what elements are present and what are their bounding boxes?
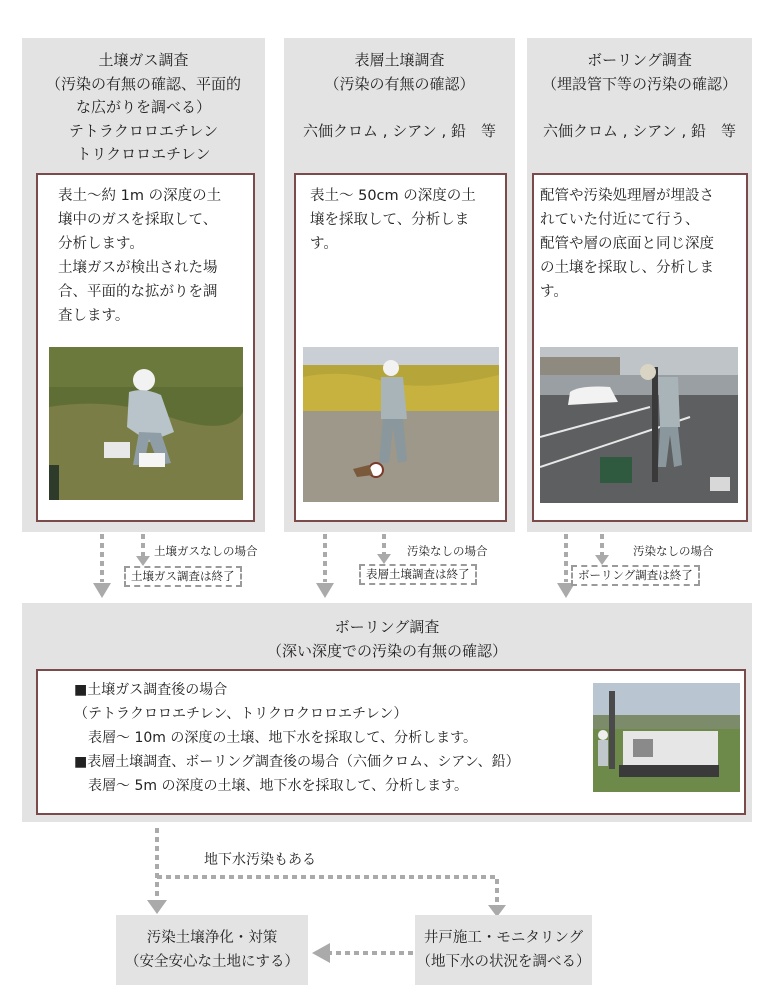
end-box-soil-gas: 土壌ガス調査は終了 <box>124 566 242 587</box>
title-line: 表層土壌調査 <box>354 51 445 69</box>
desc-line: す。 <box>310 236 338 252</box>
desc-line: す。 <box>540 284 568 300</box>
arrow-head <box>147 900 167 914</box>
title-line: ボーリング調査 <box>587 51 692 69</box>
groundwater-label: 地下水汚染もある <box>204 852 316 868</box>
desc-line: 表層～ 5m の深度の土壌、地下水を採取して、分析します。 <box>74 778 469 794</box>
title-line: テトラクロロエチレン <box>68 121 219 140</box>
desc-line: 表土～約 1m の深度の土 <box>58 188 222 204</box>
desc-line: れていた付近にて行う、 <box>540 212 700 228</box>
well-monitoring-box <box>415 915 592 985</box>
desc-line: 分析します。 <box>58 236 144 252</box>
desc-line: 表層～ 10m の深度の土壌、地下水を採取して、分析します。 <box>74 730 477 746</box>
desc-line: 壌を採取して、分析しま <box>310 212 470 228</box>
cleanup-line: （安全安心な土地にする） <box>125 954 299 970</box>
desc-line: の土壌を採取し、分析しま <box>540 260 714 276</box>
description-text <box>74 678 520 798</box>
cleanup-line: 汚染土壌浄化・対策 <box>146 930 278 946</box>
title-line: （深い深度での汚染の有無の確認） <box>266 641 507 660</box>
title-line: ボーリング調査 <box>334 618 440 636</box>
well-line: （地下水の状況を調べる） <box>416 954 591 970</box>
title-line: な広がりを調べる） <box>75 98 211 116</box>
arrow-head <box>136 556 150 566</box>
end-box-boring: ボーリング調査は終了 <box>571 565 700 586</box>
panel-deep-boring <box>22 603 752 822</box>
cleanup-box <box>116 915 308 985</box>
end-box-surface: 表層土壌調査は終了 <box>359 564 477 585</box>
desc-line: 土壌ガスが検出された場 <box>58 260 218 276</box>
drilling-rig-photo <box>593 683 740 792</box>
groundwater-line <box>157 877 497 905</box>
title-line: 六価クロム , シアン , 鉛 等 <box>542 121 736 140</box>
title-line: 土壌ガス調査 <box>98 51 189 69</box>
desc-line: 配管や汚染処理層が埋設さ <box>540 188 714 204</box>
title-line: 六価クロム , シアン , 鉛 等 <box>302 121 496 140</box>
arrow-head <box>316 583 334 598</box>
title-line: （埋設管下等の汚染の確認） <box>541 74 737 93</box>
panel-title <box>22 616 752 663</box>
desc-line: 査します。 <box>58 308 130 324</box>
desc-line: 表土～ 50cm の深度の土 <box>310 188 476 204</box>
branch-note-surface: 汚染なしの場合 <box>407 544 488 558</box>
desc-line: ■表層土壌調査、ボーリング調査後の場合（六価クロム、シアン、鉛） <box>74 754 520 770</box>
arrow-head <box>595 555 609 565</box>
title-line: トリクロロエチレン <box>76 145 211 163</box>
desc-line: 壌中のガスを採取して、 <box>58 212 218 228</box>
desc-line: ■土壌ガス調査後の場合 <box>74 682 228 698</box>
well-line: 井戸施工・モニタリング <box>423 930 584 946</box>
desc-line: 合、平面的な拡がりを調 <box>58 284 218 300</box>
title-line: （汚染の有無の確認） <box>324 74 475 93</box>
description-box <box>36 669 746 815</box>
arrow-head <box>312 943 330 963</box>
desc-line: （テトラクロロエチレン、トリクロクロロエチレン） <box>74 706 408 722</box>
title-line: （汚染の有無の確認、平面的 <box>45 74 241 93</box>
arrow-head <box>377 554 391 564</box>
branch-note-boring: 汚染なしの場合 <box>633 544 714 558</box>
arrow-head <box>93 583 111 598</box>
branch-note-soil-gas: 土壌ガスなしの場合 <box>154 544 258 558</box>
desc-line: 配管や層の底面と同じ深度 <box>540 236 714 252</box>
